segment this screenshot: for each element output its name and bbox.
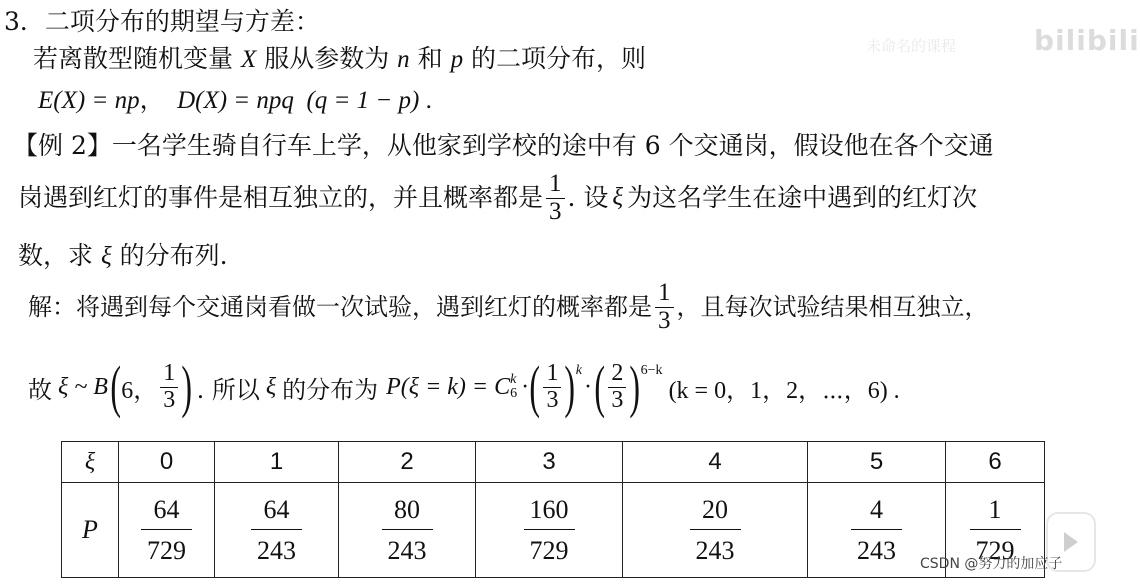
row-header-p: P [62, 483, 119, 578]
right-paren: ) [629, 354, 641, 419]
probability-cell [119, 483, 215, 578]
intro-suffix: 的二项分布，则 [471, 44, 647, 73]
value-cell: 0 [119, 442, 215, 483]
prob-numerator: 20 [702, 494, 728, 524]
formula-end: . [425, 87, 432, 114]
var-n: n [397, 46, 410, 73]
fraction-numerator: 1 [549, 170, 562, 198]
expectation-variance-formula [38, 86, 432, 116]
fraction-denominator: 3 [546, 198, 565, 225]
distribution-table [61, 441, 1045, 578]
value-cell: 5 [808, 442, 946, 483]
example-text-1: 一名学生骑自行车上学，从他家到学校的途中有 6 个交通岗，假设他在各个交通 [111, 131, 994, 160]
var-p: p [450, 46, 464, 73]
example-text-2b: . 设 [567, 183, 609, 212]
fraction-numerator: 1 [546, 360, 559, 387]
solution-text-1b: ，且每次试验结果相互独立， [676, 293, 989, 321]
prob-numerator: 160 [529, 494, 569, 524]
bilibili-logo: bilibili [1034, 24, 1140, 57]
left-paren: ( [110, 354, 121, 419]
csdn-credit: CSDN @努力的加应子 [920, 556, 1063, 572]
fraction-denominator: 3 [655, 307, 674, 334]
prob-denominator: 243 [851, 529, 902, 566]
example-line-1 [13, 131, 994, 161]
combination-sub: 6 [510, 386, 518, 401]
prob-numerator: 4 [870, 494, 883, 524]
prob-numerator: 80 [394, 494, 420, 524]
value-cell: 2 [339, 442, 476, 483]
var-x: X [240, 46, 257, 73]
xi-symbol: ξ [612, 184, 624, 211]
binomial-p-fraction [160, 361, 178, 412]
variance-formula: D(X) = npq [177, 87, 294, 114]
example-text-3a: 数，求 [18, 241, 94, 270]
probability-cell [476, 483, 623, 578]
combination-sup: k [510, 372, 517, 387]
example-text-2a: 岗遇到红灯的事件是相互独立的，并且概率都是 [18, 183, 544, 212]
value-cell: 6 [946, 442, 1045, 483]
q-condition: (q = 1 − p) [306, 87, 420, 114]
binomial-b: ~ B [74, 373, 108, 400]
row-header-xi: ξ [62, 442, 119, 483]
binomial-n: 6， [121, 377, 158, 404]
expectation-formula: E(X) = np [38, 87, 140, 114]
example-text-3b: 的分布列. [119, 241, 228, 270]
one-third-fraction [543, 361, 561, 412]
table-row-probabilities [62, 483, 1045, 578]
prob-denominator: 243 [382, 529, 433, 566]
table-row-values [62, 442, 1045, 483]
formula-separator: ， [139, 87, 165, 114]
channel-watermark: 未命名的课程 [866, 37, 957, 55]
probability-cell [623, 483, 808, 578]
fraction-numerator: 1 [658, 279, 671, 307]
k-range: (k = 0，1，2，⋯，6) . [668, 377, 900, 404]
pmf-left: P(ξ = k) = C [386, 373, 511, 400]
right-paren: ) [564, 354, 576, 419]
example-line-3 [18, 241, 228, 272]
intro-middle: 服从参数为 [264, 44, 390, 73]
prob-denominator: 243 [251, 529, 302, 566]
value-cell: 4 [623, 442, 808, 483]
dot-operator: · [521, 373, 530, 400]
two-thirds-fraction [608, 361, 626, 412]
prob-numerator: 64 [263, 494, 290, 524]
left-paren: ( [594, 354, 605, 419]
prob-numerator: 64 [153, 494, 180, 524]
value-cell: 3 [476, 442, 623, 483]
xi-symbol: ξ [100, 243, 112, 270]
probability-fraction [546, 171, 565, 225]
xi-symbol: ξ [58, 373, 69, 400]
value-cell: 1 [215, 442, 339, 483]
section-title: 3．二项分布的期望与方差： [4, 7, 320, 36]
prob-numerator: 1 [988, 494, 1002, 524]
example-line-2 [18, 168, 977, 228]
intro-prefix: 若离散型随机变量 [33, 44, 234, 73]
left-paren: ( [529, 354, 541, 419]
prob-denominator: 729 [524, 529, 575, 566]
fraction-numerator: 2 [611, 360, 624, 387]
solution-text-2a: 故 [28, 375, 52, 404]
solution-line-1 [28, 276, 989, 338]
example-text-2c: 为这名学生在途中遇到的红灯次 [627, 183, 978, 212]
dot-operator: · [584, 373, 592, 400]
combination-indices [510, 373, 517, 401]
probability-fraction [655, 280, 674, 334]
exponent-k: k [575, 363, 582, 378]
probability-cell [339, 483, 476, 578]
exponent-6-minus-k: 6−k [640, 363, 663, 378]
fraction-numerator: 1 [163, 360, 176, 387]
intro-and: 和 [417, 44, 443, 73]
prob-denominator: 729 [141, 529, 192, 566]
solution-text-2c: 的分布为 [282, 375, 379, 404]
fraction-denominator: 3 [543, 387, 561, 413]
example-tag: 【例 2】 [13, 131, 112, 160]
fraction-denominator: 3 [608, 387, 626, 413]
right-paren: ) [181, 354, 193, 419]
xi-symbol: ξ [265, 373, 277, 400]
fraction-denominator: 3 [160, 387, 178, 413]
solution-text-1a: 解：将遇到每个交通岗看做一次试验，遇到红灯的概率都是 [28, 293, 652, 321]
prob-denominator: 729 [970, 529, 1021, 566]
solution-line-2 [28, 352, 900, 422]
probability-cell [215, 483, 339, 578]
prob-denominator: 243 [690, 529, 741, 566]
solution-text-2b: . 所以 [196, 375, 260, 404]
intro-line [33, 44, 646, 75]
